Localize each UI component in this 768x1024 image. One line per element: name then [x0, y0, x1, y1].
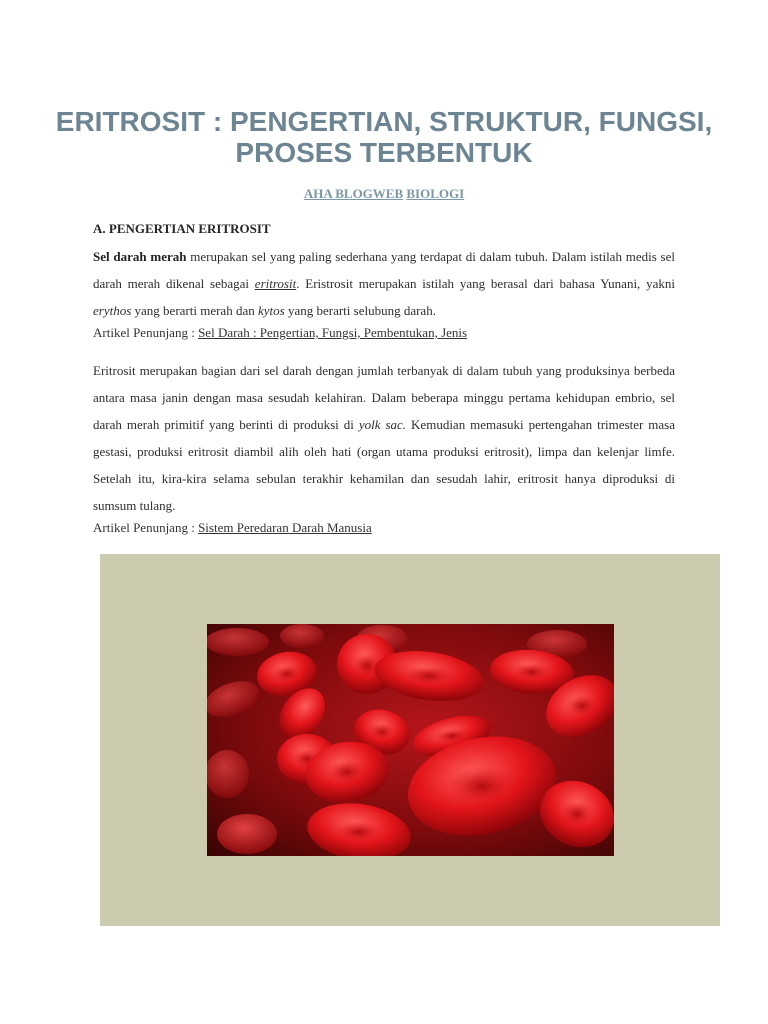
bold-term: Sel darah merah	[93, 249, 187, 264]
article-title: ERITROSIT : PENGERTIAN, STRUKTUR, FUNGSI, PROSES TERBENTUK	[55, 106, 713, 168]
paragraph-definition: Sel darah merah merupakan sel yang paling sederhana yang terdapat di dalam tubuh. Dalam istilah medis sel darah merah dikenal sebagai eritrosit. Eristrosit merupakan istilah yang berasal dari bahasa Yunani, yakni erythos yang berarti merah dan kytos yang berarti selubung darah.	[93, 249, 675, 318]
related-link-sel-darah[interactable]: Sel Darah : Pengertian, Fungsi, Pembentukan, Jenis	[198, 325, 468, 340]
term-link-eritrosit[interactable]: eritrosit	[254, 276, 297, 291]
article-byline	[0, 186, 768, 202]
paragraph-production: Eritrosit merupakan bagian dari sel darah dengan jumlah terbanyak di dalam tubuh yang produksinya berbeda antara masa janin dengan masa sesudah kelahiran. Dalam beberapa minggu pertama kehidupan embrio, sel darah merah primitif yang berinti di produksi di yolk sac. Kemudian memasuki pertengahan trimester masa gestasi, produksi eritrosit diambil alih oleh hati (organ utama produksi eritrosit), limpa dan kelenjar limfe. Setelah itu, kira-kira selama sebulan terakhir kehamilan dan sesudah lahir, eritrosit hanya diproduksi di sumsum tulang.	[93, 363, 675, 513]
related-label: Artikel Penunjang :	[93, 325, 199, 340]
term-erythos: erythos	[93, 303, 132, 318]
paragraph-gap	[93, 342, 675, 357]
section-heading: A. PENGERTIAN ERITROSIT	[93, 221, 271, 236]
author-link[interactable]: AHA BLOGWEB	[303, 186, 404, 201]
term-kytos: kytos	[257, 303, 285, 318]
related-label: Artikel Penunjang :	[93, 520, 199, 535]
related-link-peredaran-darah[interactable]: Sistem Peredaran Darah Manusia	[198, 520, 372, 535]
term-yolk-sac: yolk sac.	[358, 417, 407, 432]
category-link[interactable]: BIOLOGI	[406, 186, 465, 201]
article-body	[93, 219, 675, 537]
red-blood-cells-illustration	[207, 624, 614, 856]
related-article-2	[93, 519, 675, 537]
related-article-1	[93, 324, 675, 342]
